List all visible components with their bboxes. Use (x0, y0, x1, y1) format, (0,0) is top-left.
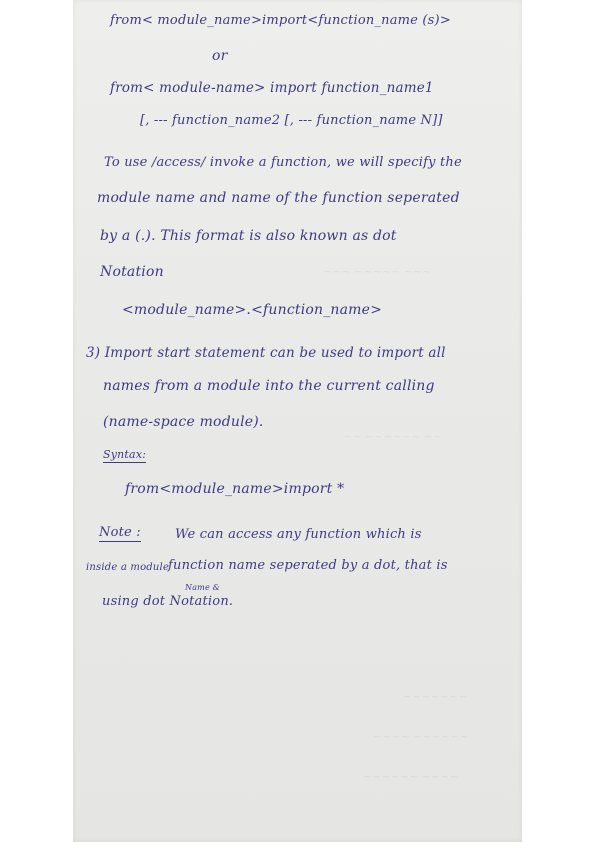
syntax-heading: Syntax: (103, 448, 147, 461)
note-line: using dot Notation. (102, 594, 234, 609)
paragraph-line: To use /access/ invoke a function, we will specify the (104, 155, 462, 170)
bleed-through-text: ~~~~ ~~~~~~ (373, 730, 469, 743)
paragraph-line: by a (.). This format is also known as dot (100, 228, 397, 244)
point-3-line: (name-space module). (103, 414, 264, 430)
bleed-through-text: ~~~~~~~ (403, 690, 468, 703)
note-label: Note : (99, 525, 141, 540)
syntax-line-2: from< module-name> import function_name1 (110, 80, 434, 96)
syntax-line-1: from< module_name>import<function_name (s)> (110, 13, 451, 28)
or-text: or (212, 48, 228, 64)
dot-notation-syntax: <module_name>.<function_name> (122, 302, 383, 318)
inserted-words: Name & (185, 583, 220, 592)
point-3-line: names from a module into the current calling (103, 378, 435, 394)
bleed-through-text: ~~~ ~~~~~ ~~~ (323, 265, 432, 278)
point-3-line: 3) Import start statement can be used to import all (86, 345, 446, 361)
import-star-syntax: from<module_name>import * (125, 481, 345, 497)
paragraph-line: Notation (100, 264, 164, 280)
syntax-line-3: [, --- function_name2 [, --- function_name N]] (140, 113, 443, 128)
paragraph-line: module name and name of the function seperated (97, 190, 460, 206)
bleed-through-text: ~~~~~~ ~~~~ (363, 770, 459, 783)
note-line: We can access any function which is (175, 527, 422, 542)
bleed-through-text: ~~ ~~~~~~ ~~ (343, 430, 443, 443)
note-line-small: inside a module (86, 562, 170, 573)
note-line: function name seperated by a dot, that is (168, 558, 448, 573)
